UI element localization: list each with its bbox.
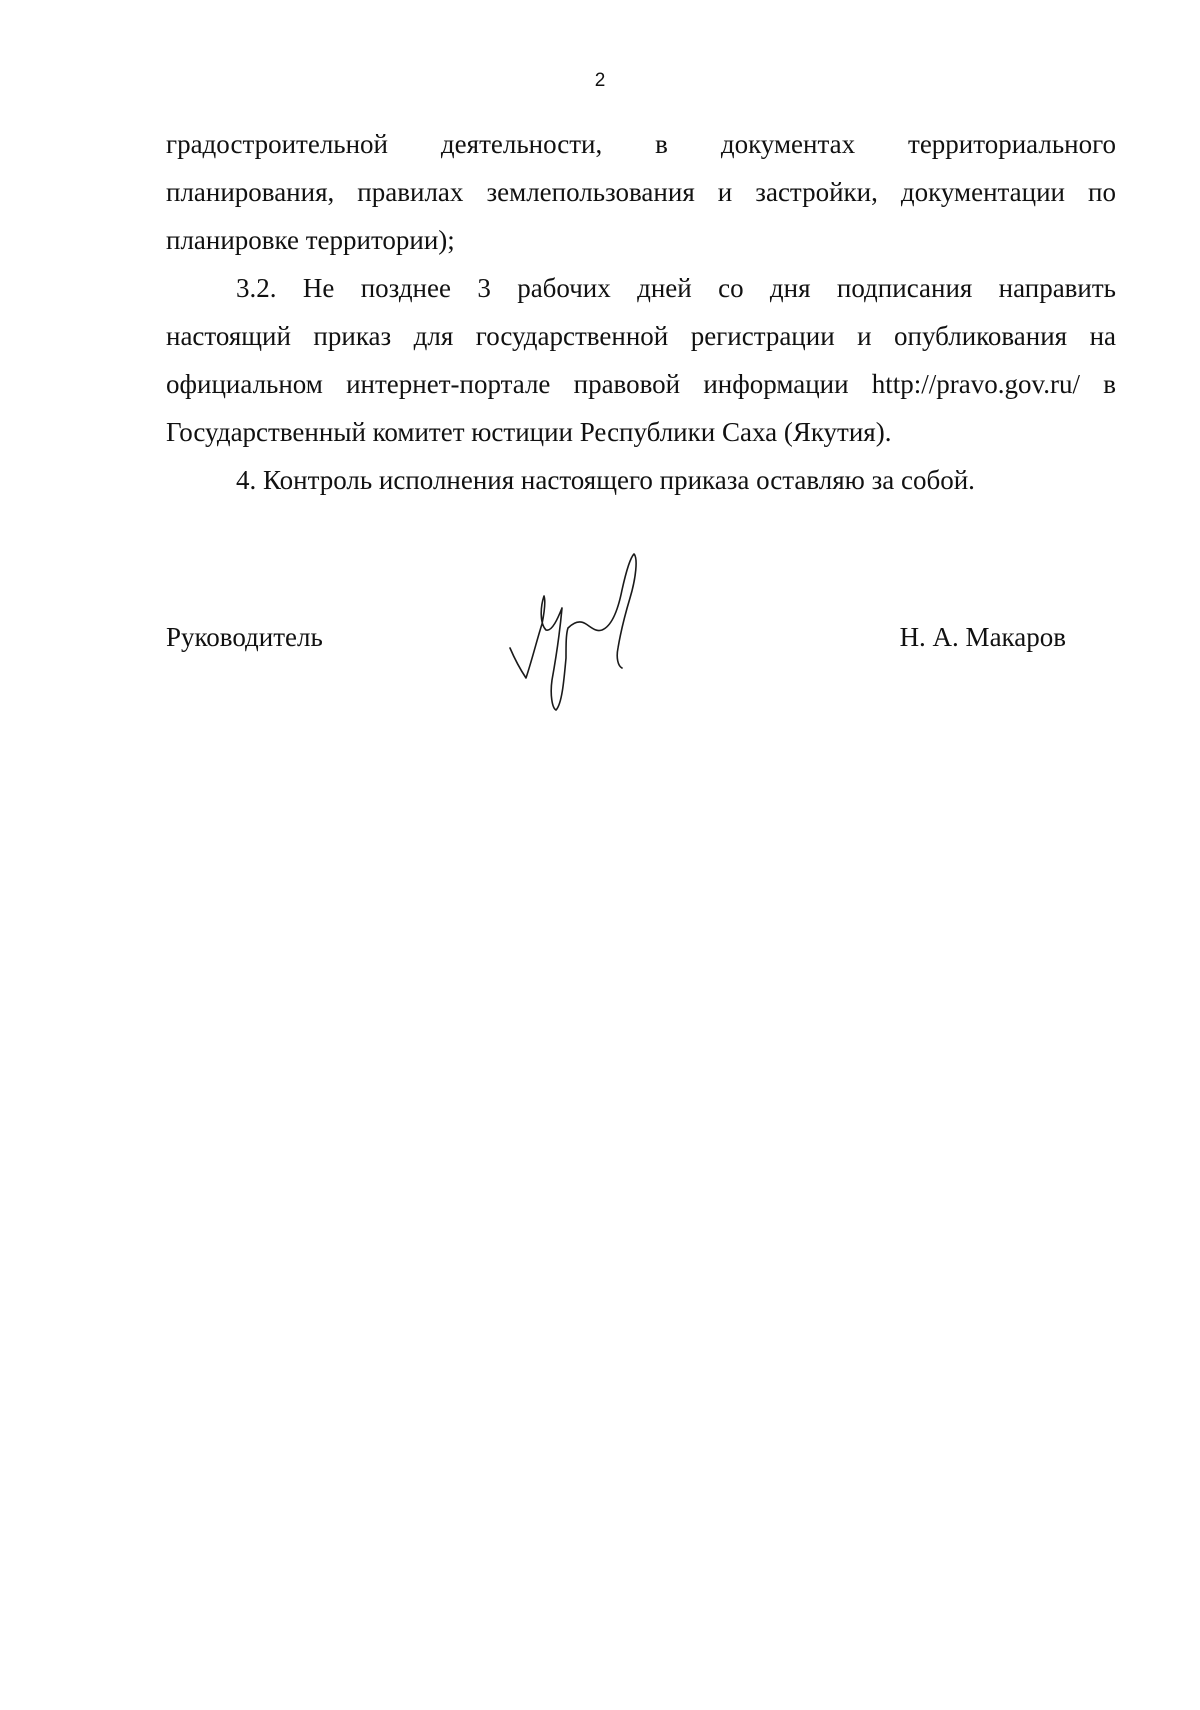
text-line: 4. Контроль исполнения настоящего приказа оставляю за собой.: [236, 465, 975, 495]
signatory-role: Руководитель: [166, 622, 323, 652]
signatory-name: Н. А. Макаров: [899, 622, 1066, 652]
text-line: 3.2. Не позднее 3 рабочих дней со дня подписания направить: [236, 273, 1116, 303]
paragraph-4: [166, 456, 1116, 504]
signature-block: [166, 540, 1066, 740]
text-line: Государственный комитет юстиции Республики Саха (Якутия).: [166, 417, 892, 447]
handwritten-signature: [500, 540, 670, 720]
document-body: [166, 120, 1116, 504]
text-line: планирования, правилах землепользования и застройки, документации по: [166, 177, 1116, 207]
text-line: градостроительной деятельности, в документах территориального: [166, 129, 1116, 159]
text-line: официальном интернет-портале правовой информации http://pravo.gov.ru/ в: [166, 369, 1116, 399]
page-number: 2: [594, 70, 606, 91]
paragraph-continuation: [166, 120, 1116, 264]
paragraph-3-2: [166, 264, 1116, 456]
text-line: настоящий приказ для государственной регистрации и опубликования на: [166, 321, 1116, 351]
text-line: планировке территории);: [166, 225, 455, 255]
